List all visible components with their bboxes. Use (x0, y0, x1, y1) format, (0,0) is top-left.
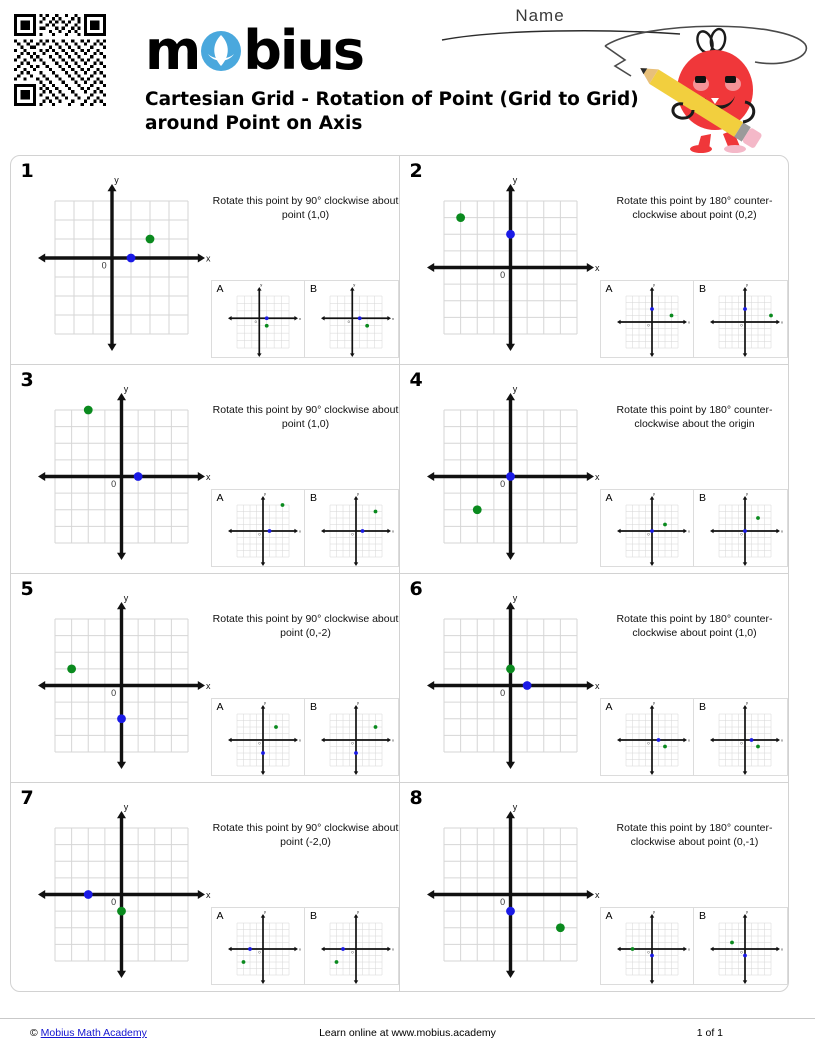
svg-text:x: x (205, 889, 210, 900)
svg-text:0: 0 (740, 949, 743, 955)
footer-page-number: 1 of 1 (696, 1027, 723, 1039)
problem-number: 6 (409, 577, 423, 600)
svg-text:0: 0 (646, 740, 650, 746)
option-label: A (605, 491, 613, 504)
problem-prompt: Rotate this point by 180° counter-clockwise about point (1,0) (616, 612, 773, 639)
svg-text:y: y (123, 592, 128, 603)
svg-text:x: x (594, 262, 599, 273)
option-label: B (310, 491, 318, 504)
svg-text:x: x (205, 471, 210, 482)
main-coordinate-grid (39, 174, 210, 355)
option-coordinate-grid (220, 699, 306, 775)
svg-text:0: 0 (740, 531, 743, 537)
svg-text:x: x (781, 737, 783, 743)
answer-options (600, 280, 788, 358)
svg-text:0: 0 (740, 322, 743, 328)
svg-text:x: x (594, 889, 599, 900)
option-coordinate-grid (609, 908, 695, 984)
problem-prompt: Rotate this point by 180° counter-clockwise about point (0,-1) (616, 821, 773, 848)
svg-text:y: y (263, 490, 266, 496)
main-coordinate-grid (39, 592, 210, 773)
option-coordinate-grid (313, 281, 399, 357)
svg-text:0: 0 (499, 478, 505, 489)
answer-option-B[interactable] (304, 489, 399, 567)
main-coordinate-grid (428, 592, 599, 773)
answer-options (211, 489, 399, 567)
svg-text:x: x (392, 315, 394, 321)
svg-text:y: y (259, 281, 262, 287)
svg-text:x: x (298, 737, 301, 743)
svg-text:0: 0 (351, 531, 354, 537)
answer-options (211, 907, 399, 985)
problem-prompt: Rotate this point by 90° clockwise about point (1,0) (212, 403, 399, 430)
option-coordinate-grid (702, 908, 788, 984)
logo-text-before: m (145, 19, 200, 82)
answer-option-B[interactable] (304, 280, 399, 358)
svg-text:y: y (123, 383, 128, 394)
option-label: A (216, 909, 224, 922)
logo-text-after: bius (243, 19, 364, 82)
svg-text:x: x (687, 319, 690, 325)
problem-number: 8 (409, 786, 423, 809)
svg-text:y: y (357, 490, 359, 496)
answer-option-A[interactable] (600, 489, 695, 567)
answer-option-A[interactable] (600, 280, 695, 358)
svg-text:0: 0 (646, 949, 650, 955)
svg-text:x: x (392, 946, 394, 952)
svg-text:x: x (687, 737, 690, 743)
answer-option-B[interactable] (304, 907, 399, 985)
answer-option-A[interactable] (600, 698, 695, 776)
problem-number: 3 (20, 368, 34, 391)
problem-3 (10, 364, 400, 574)
svg-text:0: 0 (499, 687, 505, 698)
svg-text:0: 0 (740, 740, 743, 746)
svg-text:y: y (512, 383, 517, 394)
svg-text:x: x (205, 252, 210, 263)
problem-4 (399, 364, 789, 574)
problem-number: 2 (409, 159, 423, 182)
answer-option-A[interactable] (211, 280, 306, 358)
problem-7 (10, 782, 400, 992)
svg-text:0: 0 (351, 740, 354, 746)
svg-text:x: x (687, 946, 690, 952)
svg-text:0: 0 (257, 740, 261, 746)
answer-options (600, 698, 788, 776)
mobius-loop-icon (200, 30, 242, 72)
svg-text:y: y (512, 801, 517, 812)
svg-text:y: y (512, 174, 517, 185)
name-label: Name (515, 6, 565, 25)
svg-text:y: y (746, 490, 748, 496)
svg-text:0: 0 (110, 478, 116, 489)
option-coordinate-grid (609, 281, 695, 357)
option-coordinate-grid (220, 908, 306, 984)
problem-6 (399, 573, 789, 783)
option-label: B (699, 700, 707, 713)
svg-text:y: y (746, 281, 748, 287)
problem-5 (10, 573, 400, 783)
answer-option-A[interactable] (211, 907, 306, 985)
copyright-symbol: © (30, 1027, 38, 1039)
svg-text:0: 0 (646, 531, 650, 537)
svg-text:0: 0 (257, 949, 261, 955)
problem-grid (10, 155, 788, 991)
svg-text:y: y (113, 174, 119, 185)
option-label: B (699, 491, 707, 504)
mobius-math-academy-link[interactable]: Mobius Math Academy (40, 1027, 147, 1039)
brand-block (145, 19, 665, 137)
svg-text:0: 0 (499, 896, 505, 907)
main-coordinate-grid (39, 801, 210, 982)
option-label: B (310, 700, 318, 713)
problem-prompt: Rotate this point by 180° counter-clockwise about point (0,2) (616, 194, 773, 221)
worksheet-header (0, 0, 815, 152)
svg-text:0: 0 (347, 318, 350, 324)
svg-text:0: 0 (257, 531, 261, 537)
option-label: A (216, 282, 224, 295)
svg-text:y: y (652, 908, 655, 914)
problem-prompt: Rotate this point by 90° clockwise about point (-2,0) (212, 821, 399, 848)
problem-number: 4 (409, 368, 423, 391)
problem-number: 7 (20, 786, 34, 809)
svg-text:y: y (357, 908, 359, 914)
svg-text:x: x (687, 528, 690, 534)
svg-text:y: y (652, 699, 655, 705)
option-coordinate-grid (702, 281, 788, 357)
problem-number: 1 (20, 159, 34, 182)
worksheet-footer (0, 1018, 815, 1050)
main-coordinate-grid (39, 383, 210, 564)
svg-text:y: y (512, 592, 517, 603)
svg-text:x: x (781, 528, 783, 534)
option-label: B (699, 909, 707, 922)
option-coordinate-grid (313, 699, 399, 775)
option-coordinate-grid (609, 699, 695, 775)
answer-options (211, 280, 399, 358)
problem-1 (10, 155, 400, 365)
svg-text:y: y (123, 801, 128, 812)
svg-text:y: y (746, 908, 748, 914)
option-coordinate-grid (313, 908, 399, 984)
svg-text:0: 0 (110, 896, 116, 907)
option-label: A (605, 909, 613, 922)
option-coordinate-grid (220, 490, 306, 566)
option-label: A (605, 282, 613, 295)
mascot-illustration (605, 18, 815, 153)
page-title: Cartesian Grid - Rotation of Point (Grid to Grid) around Point on Axis (145, 89, 639, 135)
svg-text:x: x (298, 315, 301, 321)
svg-text:x: x (781, 946, 783, 952)
answer-options (600, 907, 788, 985)
option-coordinate-grid (702, 699, 788, 775)
problem-number: 5 (20, 577, 34, 600)
option-label: A (216, 491, 224, 504)
svg-text:x: x (594, 680, 599, 691)
svg-text:y: y (263, 908, 266, 914)
svg-text:x: x (205, 680, 210, 691)
svg-text:x: x (781, 319, 783, 325)
main-coordinate-grid (428, 174, 599, 355)
problem-prompt: Rotate this point by 180° counter-clockwise about the origin (616, 403, 773, 430)
answer-option-B[interactable] (693, 489, 788, 567)
svg-text:0: 0 (646, 322, 650, 328)
option-label: B (310, 909, 318, 922)
option-label: B (699, 282, 707, 295)
mobius-logo (145, 19, 665, 82)
option-coordinate-grid (609, 490, 695, 566)
option-coordinate-grid (702, 490, 788, 566)
svg-text:x: x (392, 528, 394, 534)
main-coordinate-grid (428, 383, 599, 564)
svg-text:0: 0 (101, 259, 107, 270)
svg-text:0: 0 (110, 687, 116, 698)
option-label: B (310, 282, 318, 295)
svg-text:y: y (263, 699, 266, 705)
svg-text:x: x (594, 471, 599, 482)
problem-2 (399, 155, 789, 365)
option-label: A (216, 700, 224, 713)
main-coordinate-grid (428, 801, 599, 982)
answer-option-B[interactable] (693, 698, 788, 776)
svg-text:x: x (392, 737, 394, 743)
svg-text:y: y (652, 490, 655, 496)
svg-text:y: y (746, 699, 748, 705)
problem-8 (399, 782, 789, 992)
answer-option-A[interactable] (600, 907, 695, 985)
problem-prompt: Rotate this point by 90° clockwise about point (0,-2) (212, 612, 399, 639)
footer-learn-online: Learn online at www.mobius.academy (319, 1027, 496, 1039)
answer-option-B[interactable] (693, 907, 788, 985)
option-coordinate-grid (313, 490, 399, 566)
svg-text:0: 0 (254, 318, 257, 324)
svg-text:0: 0 (351, 949, 354, 955)
answer-options (600, 489, 788, 567)
answer-option-A[interactable] (211, 698, 306, 776)
svg-text:y: y (357, 699, 359, 705)
answer-options (211, 698, 399, 776)
svg-text:x: x (298, 528, 301, 534)
svg-text:0: 0 (499, 269, 505, 280)
answer-option-B[interactable] (693, 280, 788, 358)
option-coordinate-grid (220, 281, 306, 357)
answer-option-A[interactable] (211, 489, 306, 567)
problem-prompt: Rotate this point by 90° clockwise about point (1,0) (212, 194, 399, 221)
svg-text:y: y (353, 281, 356, 287)
svg-text:x: x (298, 946, 301, 952)
svg-text:y: y (652, 281, 655, 287)
answer-option-B[interactable] (304, 698, 399, 776)
option-label: A (605, 700, 613, 713)
qr-code-icon (14, 14, 106, 106)
